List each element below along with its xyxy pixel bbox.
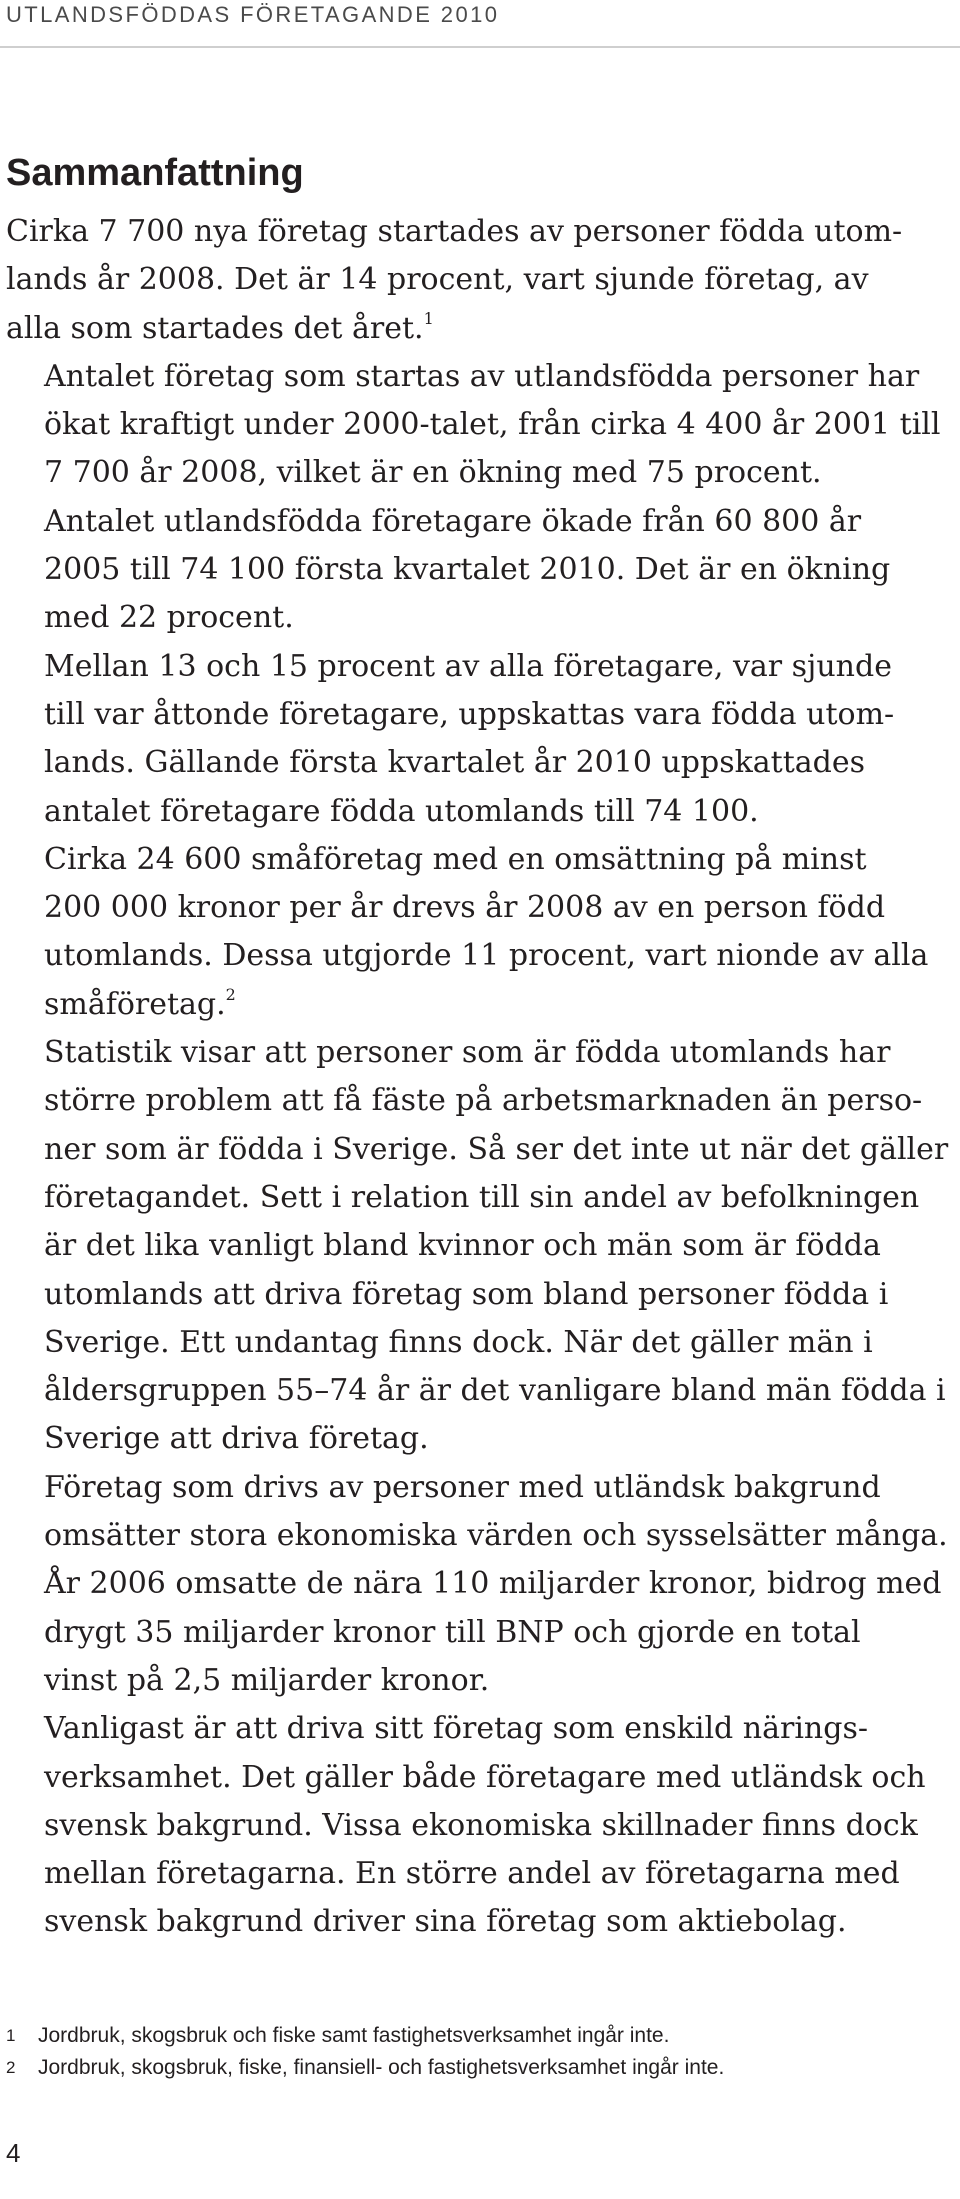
body-paragraph	[6, 836, 956, 1029]
paragraph-line: åldersgruppen 55–74 år är det vanligare bland män födda i	[44, 1373, 946, 1409]
paragraph-line: Antalet företag som startas av utlandsfödda personer har	[44, 358, 920, 394]
paragraph-line: ökat kraftigt under 2000-talet, från cirka 4 400 år 2001 till	[44, 407, 941, 443]
body-paragraph	[6, 1705, 956, 1946]
paragraph-line: vinst på 2,5 miljarder kronor.	[44, 1662, 490, 1698]
paragraph-line: med 22 procent.	[44, 600, 294, 636]
paragraph-line: Sverige. Ett undantag finns dock. När det gäller män i	[44, 1324, 873, 1360]
paragraph-line: småföretag.$^2$	[44, 984, 236, 1022]
body-paragraph	[6, 208, 956, 353]
paragraph-line: svensk bakgrund. Vissa ekonomiska skillnader finns dock	[44, 1807, 918, 1843]
body-paragraph	[6, 643, 956, 836]
body-paragraph	[6, 498, 956, 643]
paragraph-line: antalet företagare födda utomlands till 74 100.	[44, 793, 759, 829]
footnote-text: Jordbruk, skogsbruk och fiske samt fastighetsverksamhet ingår inte.	[38, 2024, 670, 2047]
body-paragraph	[6, 353, 956, 498]
paragraph-line: ner som är födda i Sverige. Så ser det inte ut när det gäller	[44, 1131, 949, 1167]
paragraph-line: Sverige att driva företag.	[44, 1421, 429, 1457]
paragraph-line: Mellan 13 och 15 procent av alla företagare, var sjunde	[44, 648, 892, 684]
footnotes	[6, 2020, 956, 2084]
paragraph-line: alla som startades det året.$^1$	[6, 308, 434, 346]
paragraph-line: Antalet utlandsfödda företagare ökade från 60 800 år	[44, 503, 862, 539]
paragraph-line: lands år 2008. Det är 14 procent, vart sjunde företag, av	[6, 262, 869, 298]
paragraph-line: 200 000 kronor per år drevs år 2008 av en person född	[44, 890, 886, 926]
paragraph-line: till var åttonde företagare, uppskattas vara födda utom-	[44, 696, 895, 732]
body-text	[6, 208, 956, 1947]
paragraph-line: Statistik visar att personer som är födda utomlands har	[44, 1035, 891, 1071]
footnote	[6, 2052, 956, 2084]
paragraph-line: drygt 35 miljarder kronor till BNP och gjorde en total	[44, 1614, 861, 1650]
running-header-title: UTLANDSFÖDDAS FÖRETAGANDE 2010	[6, 2, 500, 27]
footnote	[6, 2020, 956, 2052]
paragraph-line: utomlands. Dessa utgjorde 11 procent, vart nionde av alla	[44, 938, 929, 974]
paragraph-line: är det lika vanligt bland kvinnor och män som är födda	[44, 1228, 881, 1264]
page-number: 4	[6, 2138, 21, 2168]
paragraph-line: Cirka 24 600 småföretag med en omsättning på minst	[44, 841, 867, 877]
paragraph-line: Företag som drivs av personer med utländsk bakgrund	[44, 1469, 881, 1505]
footnote-reference: 1	[423, 308, 434, 328]
footnote-number: 2	[6, 2058, 16, 2077]
body-paragraph	[6, 1029, 956, 1464]
paragraph-line: År 2006 omsatte de nära 110 miljarder kronor, bidrog med	[44, 1566, 942, 1602]
paragraph-line: 2005 till 74 100 första kvartalet 2010. Det är en ökning	[44, 552, 891, 588]
paragraph-line: lands. Gällande första kvartalet år 2010 uppskattades	[44, 745, 866, 781]
paragraph-line: verksamhet. Det gäller både företagare med utländsk och	[44, 1759, 926, 1795]
paragraph-line: 7 700 år 2008, vilket är en ökning med 75 procent.	[44, 455, 822, 491]
paragraph-line: företagandet. Sett i relation till sin andel av befolkningen	[44, 1179, 920, 1215]
footnote-number: 1	[6, 2026, 16, 2045]
running-header	[0, 0, 960, 48]
paragraph-line: större problem att få fäste på arbetsmarknaden än perso-	[44, 1083, 923, 1119]
paragraph-line: utomlands att driva företag som bland personer födda i	[44, 1276, 889, 1312]
body-paragraph	[6, 1464, 956, 1705]
paragraph-line: mellan företagarna. En större andel av företagarna med	[44, 1856, 900, 1892]
paragraph-line: svensk bakgrund driver sina företag som aktiebolag.	[44, 1904, 847, 1940]
footnote-reference: 2	[225, 984, 236, 1004]
paragraph-line: Vanligast är att driva sitt företag som enskild närings-	[44, 1711, 868, 1747]
paragraph-line: omsätter stora ekonomiska värden och sysselsätter många.	[44, 1518, 948, 1554]
paragraph-line: Cirka 7 700 nya företag startades av personer födda utom-	[6, 214, 903, 249]
footnote-text: Jordbruk, skogsbruk, fiske, finansiell- och fastighetsverksamhet ingår inte.	[38, 2056, 725, 2079]
section-heading: Sammanfattning	[6, 152, 304, 194]
